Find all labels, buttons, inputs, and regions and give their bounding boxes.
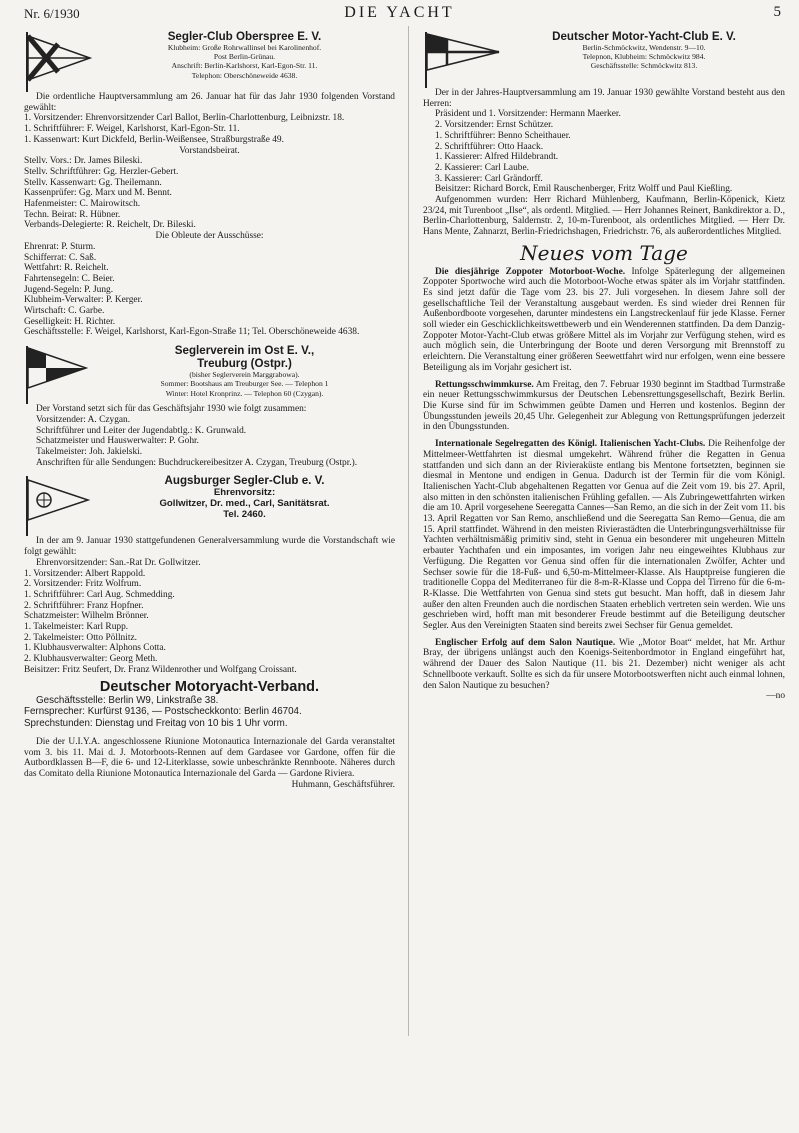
board-entry: 1. Kassierer: Alfred Hildebrandt. [435, 152, 559, 163]
news-article [423, 380, 785, 434]
club-intro: In der am 9. Januar 1930 stattgefundenen Generalversammlung wurde die Vorstandschaft wie folgt gewählt: [24, 536, 395, 558]
board-entry: Schatzmeister: Wilhelm Brönner. [24, 611, 149, 622]
club-address: Anschrift: Berlin-Karlshorst, Karl-Egon-Str. 11. [171, 61, 318, 71]
article-text: Infolge Späterlegung der allgemeinen Zoppoter Sportwoche wird auch die Motorboot-Woche etwas später als im Vorjahr stattfinden. Es sind jetzt dafür die Tage vom 23. bis 27. Juli vorgesehen. In diesem Jahre soll der gesellschaftliche Teil der Veranstaltung ausgebaut werden. Es sind wieder drei Rennen für Außenbordboote vorgesehen, darunter mindestens ein Langstreckenlauf für jede Klasse. Ferner soll wieder ein Geschicklichkeitswettbewerb und ein Wenderennen stattfinden. Da dem Danzig-Zoppoter Motor-Yacht-Club etwas größere Mittel als im Vorjahr zur Verfügung stehen, wird es auch möglich sein, die Unterbringung der Boote und deren Versorgung mit Brennstoff zu erleichtern. Die Veranstaltung einer größeren Seewettfahrt wird nur erfolgen, wenn eine bessere Beteiligung als im Vorjahr gesichert ist. [423, 266, 785, 373]
club-phone: Telephon: Oberschöneweide 4638. [191, 70, 298, 80]
board-entry: Stellv. Schriftführer: Gg. Herzler-Gebert. [24, 166, 179, 177]
new-members: Aufgenommen wurden: Herr Richard Mühlenberg, Kaufmann, Berlin-Köpenick, Kietz 23/24, mit Turenboot „Ilse“, als ordentl. Mitglied. — Herr Johannes Reinert, Bankdirektor a. D., Berlin-Charlottenburg, Saldernstr. 2, 10-m-Turenboot, als ordentliches Mitglied. — Herr Dr. Hans Mente, Zahnarzt, Berlin-Friedrichshagen, Friedrichstr. 76, als außerordentliches Mitglied. [423, 195, 785, 238]
burgee-flag-icon [24, 30, 94, 92]
club-address: Sommer: Bootshaus am Treuburger See. — Telephon 1 [160, 379, 329, 389]
board-entry: Schifferrat: C. Saß. [24, 252, 97, 263]
board-entry: Geselligkeit: H. Richter. [24, 316, 116, 327]
article-lead: Internationale Segelregatten des Königl. Italienischen Yacht-Clubs. [435, 439, 706, 450]
article-lead: Rettungsschwimmkurse. [435, 379, 534, 390]
subheading: Die Obleute der Ausschüsse: [155, 231, 264, 242]
board-entry: 1. Vorsitzender: Albert Rappold. [24, 568, 146, 579]
club-dmyc [423, 30, 785, 238]
board-entry: Kassenprüfer: Gg. Marx und M. Bennt. [24, 188, 172, 199]
board-entry: Wettfahrt: R. Reichelt. [24, 263, 109, 274]
office-address: Geschäftsstelle: F. Weigel, Karlshorst, Karl-Egon-Straße 11; Tel. Oberschöneweide 4638. [24, 327, 360, 338]
board-entry: 1. Vorsitzender: Ehrenvorsitzender Carl Ballot, Berlin-Charlottenburg, Leibnizstr. 18. [24, 113, 345, 124]
club-title: Treuburg (Ostpr.) [197, 357, 292, 371]
board-entry: Fahrtensegeln: C. Beier. [24, 273, 115, 284]
honor-phone: Tel. 2460. [223, 509, 266, 521]
article-text: Wie „Motor Boat“ meldet, hat Mr. Arthur Bray, der übrigens unlängst auch den Koenigs-Seitenbordmotor in England eingeführt hat, während der Dauer des Salon Nautique (11. bis 21. Dezember) nicht weniger als acht Schnellboote verkauft. Sollte es sich da für unsere Motorbootswerften nicht auch einmal lohnen, den Salon Nautique zu besuchen? [423, 637, 785, 691]
board-entry: Klubheim-Verwalter: P. Kerger. [24, 295, 143, 306]
board-entry: Beisitzer: Richard Borck, Emil Rauschenberger, Fritz Wolff und Paul Kießling. [435, 184, 733, 195]
board-entry: Beisitzer: Fritz Seufert, Dr. Franz Wildenrother und Wolfgang Croissant. [24, 664, 297, 675]
board-entry: Stellv. Kassenwart: Gg. Theilemann. [24, 177, 162, 188]
board-entry: Stellv. Vors.: Dr. James Bileski. [24, 156, 143, 167]
board-entry: 2. Vorsitzender: Fritz Wolfrum. [24, 579, 142, 590]
board-entry: 2. Takelmeister: Otto Pöllnitz. [24, 632, 137, 643]
board-entry: Ehrenrat: P. Sturm. [24, 241, 96, 252]
club-address: Winter: Hotel Kronprinz. — Telephon 60 (Czygan). [165, 388, 324, 398]
issue-number: Nr. 6/1930 [24, 6, 80, 21]
board-entry: 2. Kassierer: Carl Laube. [435, 162, 529, 173]
phone-line: Fernsprecher: Kurfürst 9136, — Postscheckkonto: Berlin 46704. [24, 706, 302, 718]
verband-body: Die der U.I.Y.A. angeschlossene Riunione Motonautica Internazionale del Garda veranstaltet vom 3. bis 11. Mai d. J. Motorboots-Rennen auf dem Gardasee vor Gardone, offen für die Autbordklassen B—F, die 6- und 12-Literklasse, sowie unbeschränkte Rennboote. Näheres durch das Comitato della Riunione Motonautica Internazionale del Garda — Gardone Riviera. [24, 736, 395, 779]
news-article [423, 267, 785, 374]
club-intro: Die ordentliche Hauptversammlung am 26. Januar hat für das Jahr 1930 folgenden Vorstand gewählt: [24, 92, 395, 113]
club-intro: Der Vorstand setzt sich für das Geschäftsjahr 1930 wie folgt zusammen: [36, 404, 307, 415]
board-entry: Schatzmeister und Hauswerwalter: P. Gohr. [36, 436, 199, 447]
club-augsburg [24, 474, 395, 675]
club-address: Post Berlin-Grünau. [213, 52, 276, 62]
signature: Huhmann, Geschäftsführer. [291, 779, 395, 790]
board-entry: 1. Takelmeister: Karl Rupp. [24, 622, 129, 633]
board-entry: 2. Klubhausverwalter: Georg Meth. [24, 654, 158, 665]
article-text: Die Reihenfolge der Mittelmeer-Wettfahrten ist diesmal umgekehrt. Während früher die Regatten in Genua stattfanden und sich dann an der Rivieraküste entlang bis Mentone fortsetzten, beginnen sie diesmal in Mentone und endigen in Genua. Dadurch ist der Termin für die vom Königl. Italienischen Yacht-Club abgehaltenen Regatten vor Genua auf die Zeit vom 19. bis 27. April, also mitten in den schönsten italienischen Frühling gefallen. — Als Zubringewettfahrten wirken die am 10. April vorgesehene Seeregatta Cannes—San Remo, an die sich in der Zeit vom 11. bis 13. April Regatten vor San Remo, anschließend und die Seeregatta San Remo—Genua, die am 15. April stattfindet. Während in den meisten Rivierastädten die Unterbringungsverhältnisse für Yachten verhältnismäßig primitiv sind, steht in Genua ein besonderer mit ungeheuren Mitteln erbauter Yachthafen und ein imposantes, im vorigen Jahr neu eingeweihtes Klubhaus zur Verfügung. Die Regatten vor Genua sind offen für die internationalen Zwölfer, Achter und Sechser sowie für die 18-Fuß- und 6,50-m-Mittelmeer-Klasse. Als Hauptpreise fungieren die traditionelle Coppa del Mediterraneo für die 8-m-R-Klasse und Coppa del Tirreno für die 6-m-R-Klasse. Die Wettfahrten von Genua sind stets gut besucht. Man hofft, daß in diesem Jahr außer den alten Freunden auch die nordischen Staaten erheblich vertreten sein werden. Wie uns geschrieben wird, hofft man mit besonderer Freude bestimmt auf die Beteiligung deutscher Segler. Aus den Vereinigten Staaten sind bereits zwei Sechser für Genua gemeldet. [423, 439, 785, 632]
club-treuburg [24, 344, 395, 468]
right-column [423, 30, 785, 708]
signature: —no [766, 691, 785, 702]
board-entry: 1. Schriftführer: F. Weigel, Karlshorst, Karl-Egon-Str. 11. [24, 124, 240, 135]
left-column [24, 30, 395, 796]
board-entry: 2. Vorsitzender: Ernst Schützer. [435, 120, 554, 131]
board-entry: Takelmeister: Joh. Jakielski. [36, 446, 143, 457]
magazine-title: DIE YACHT [344, 4, 455, 21]
board-entry: 1. Klubhausverwalter: Alphons Cotta. [24, 643, 166, 654]
board-entry: Verbands-Delegierte: R. Reichelt, Dr. Bileski. [24, 220, 196, 231]
club-subtitle: (bisher Seglerverein Marggrabowa). [189, 370, 300, 380]
club-title: Segler-Club Oberspree E. V. [167, 30, 322, 43]
burgee-flag-icon [423, 30, 503, 88]
board-entry: Vorsitzender: A. Czygan. [36, 414, 131, 425]
section-title: Deutscher Motoryacht-Verband. [99, 678, 320, 695]
news-article [423, 638, 785, 702]
board-entry: Jugend-Segeln: P. Jung. [24, 284, 114, 295]
club-oberspree [24, 30, 395, 338]
office-line: Geschäftsstelle: Berlin W9, Linkstraße 38. [36, 695, 219, 707]
page-number: 5 [773, 4, 781, 20]
board-entry: Präsident und 1. Vorsitzender: Hermann Maerker. [435, 109, 621, 120]
page-header [0, 4, 799, 22]
club-address: Klubheim: Große Rohrwallinsel bei Karolinenhof. [167, 43, 322, 52]
board-entry: Wirtschaft: C. Garbe. [24, 306, 105, 317]
section-title: Neues vom Tage [520, 240, 688, 265]
article-text: Am Freitag, den 7. Februar 1930 beginnt im Stadtbad Turmstraße ein neuer Rettungsschwimmkursus der Deutschen Lebensrettungsgesellschaft, Bezirk Berlin. Die Kurse sind für im Schwimmen geübte Damen und Herren und kostenlos. Beginn der Übungsstunden jeweils 20,45 Uhr. Gelegenheit zur Ablegung von Rettungsprüfungen jederzeit in den Übungsstunden. [423, 379, 785, 433]
board-entry: Ehrenvorsitzender: San.-Rat Dr. Gollwitzer. [36, 557, 201, 568]
board-entry: 1. Schriftführer: Benno Scheithauer. [435, 130, 571, 141]
board-entry: Hafenmeister: C. Mairowitsch. [24, 199, 141, 210]
club-office: Geschäftsstelle: Schmöckwitz 813. [590, 61, 698, 71]
club-title: Deutscher Motor-Yacht-Club E. V. [552, 30, 736, 43]
article-lead: Englischer Erfolg auf dem Salon Nautique. [435, 637, 616, 648]
club-address: Berlin-Schmöckwitz, Wendenstr. 9—10. [582, 43, 706, 52]
hours-line: Sprechstunden: Dienstag und Freitag von 10 bis 1 Uhr vorm. [24, 717, 288, 729]
board-entry: Techn. Beirat: R. Hübner. [24, 209, 121, 220]
board-entry: 1. Schriftführer: Carl Aug. Schmedding. [24, 589, 175, 600]
club-title: Seglerverein im Ost E. V., [174, 344, 315, 358]
column-divider [408, 26, 409, 1036]
honor-heading: Ehrenvorsitz: [213, 487, 276, 499]
honor-name: Gollwitzer, Dr. med., Carl, Sanitätsrat. [159, 498, 330, 510]
club-intro: Der in der Jahres-Hauptversammlung am 19. Januar 1930 gewählte Vorstand besteht aus den Herren: [423, 88, 785, 109]
board-entry: 2. Schriftführer: Franz Hopfner. [24, 600, 144, 611]
club-title: Augsburger Segler-Club e. V. [164, 474, 325, 488]
burgee-flag-icon [24, 344, 94, 404]
mailing-address: Anschriften für alle Sendungen: Buchdruckereibesitzer A. Czygan, Treuburg (Ostpr.). [36, 457, 358, 468]
club-phone: Telepnon, Klubheim: Schmöckwitz 984. [582, 52, 706, 62]
article-lead: Die diesjährige Zoppoter Motorboot-Woche. [435, 266, 626, 277]
board-entry: 3. Kassierer: Carl Grändorff. [435, 173, 543, 184]
news-article [423, 439, 785, 632]
subheading: Vorstandsbeirat. [179, 145, 240, 156]
burgee-flag-icon [24, 474, 94, 536]
verband-section [24, 678, 395, 791]
board-entry: Schriftführer und Leiter der Jugendabtlg.: K. Grunwald. [36, 425, 247, 436]
board-entry: 2. Schriftführer: Otto Haack. [435, 141, 544, 152]
board-entry: 1. Kassenwart: Kurt Dickfeld, Berlin-Weißensee, Straßburgstraße 49. [24, 134, 284, 145]
